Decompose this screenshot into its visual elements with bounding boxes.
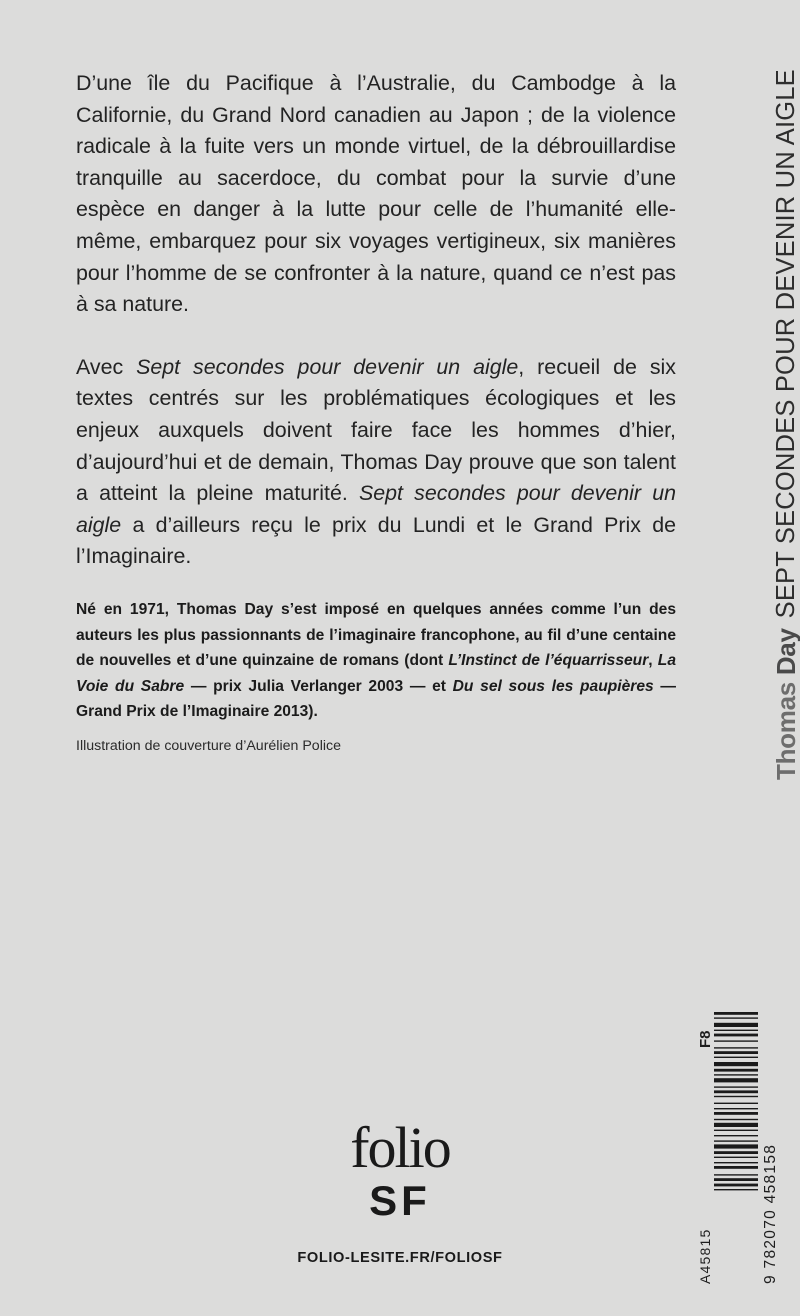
barcode-bar <box>714 1151 758 1154</box>
spine-author <box>771 628 800 780</box>
bio-text-a: Né en 1971, Thomas Day s’est imposé en quelques années comme l’un des auteurs les plus passionnants de l’imaginaire francophone, au fil d’une centaine de nouvelles et d’une quinzaine de romans (dont <box>76 601 676 670</box>
blurb-p2-title-1: Sept secondes pour devenir un aigle <box>136 354 519 379</box>
barcode-bar <box>714 1069 758 1072</box>
back-cover-blurb <box>76 68 676 573</box>
illustration-credit: Illustration de couverture d’Aurélien Police <box>76 738 341 754</box>
barcode-bar <box>714 1074 758 1075</box>
folio-sf-logo <box>0 1115 800 1226</box>
barcode-bar <box>714 1130 758 1131</box>
barcode-bar <box>714 1047 758 1048</box>
barcode-bar <box>714 1040 758 1041</box>
spine-author-last: Day <box>770 628 800 676</box>
author-bio <box>76 597 676 725</box>
barcode-bar <box>714 1023 758 1027</box>
barcode-bar <box>714 1174 758 1175</box>
barcode-bar <box>714 1135 758 1136</box>
barcode-bar <box>714 1112 758 1115</box>
bio-text-d: — Grand Prix de l’Imaginaire 2013). <box>76 677 676 721</box>
bio-text-b: , <box>648 652 658 670</box>
barcode-bar <box>714 1166 758 1169</box>
barcode-bar <box>714 1030 758 1031</box>
barcode <box>696 1008 782 1284</box>
spine-text <box>766 69 800 780</box>
barcode-internal-code: A45815 <box>697 1228 713 1284</box>
barcode-bar <box>714 1096 758 1097</box>
barcode-bar <box>714 1140 758 1141</box>
barcode-bar <box>714 1184 758 1187</box>
bio-title-3: Du sel sous les paupières <box>452 677 654 695</box>
barcode-bar <box>714 1103 758 1104</box>
barcode-bar <box>714 1178 758 1181</box>
barcode-bar <box>714 1034 758 1037</box>
bio-title-1: L’Instinct de l’équarrisseur <box>448 652 649 670</box>
barcode-bar <box>714 1157 758 1158</box>
barcode-bar <box>714 1051 758 1054</box>
barcode-number: 9 782070 458158 <box>762 1143 779 1284</box>
logo-folio-word: folio <box>350 1115 450 1180</box>
website-url: FOLIO-LESITE.FR/FOLIOSF <box>297 1250 503 1266</box>
barcode-bar <box>714 1090 758 1093</box>
barcode-bar <box>714 1086 758 1087</box>
bio-text-c: — prix Julia Verlanger 2003 — et <box>184 677 453 695</box>
barcode-bar <box>714 1123 758 1127</box>
barcode-bar <box>714 1078 758 1082</box>
barcode-price-code: F8 <box>697 1030 714 1048</box>
spine-title: SEPT SECONDES POUR DEVENIR UN AIGLE <box>771 69 800 619</box>
barcode-bar <box>714 1119 758 1120</box>
logo-sf-word: SF <box>369 1177 431 1224</box>
blurb-p2-text-c: a d’ailleurs reçu le prix du Lundi et le Grand Prix de l’Imaginaire. <box>76 512 676 569</box>
blurb-p2-text-a: Avec <box>76 354 137 379</box>
barcode-bar <box>714 1017 758 1018</box>
barcode-bar <box>714 1108 758 1109</box>
blurb-paragraph-1: D’une île du Pacifique à l’Australie, du Cambodge à la Californie, du Grand Nord canadien au Japon ; de la violence radicale à la fuite vers un monde virtuel, de la débrouillardise tranquille au sacerdoce, du combat pour la survie d’une espèce en danger à la lutte pour celle de l’humanité elle-même, embarquez pour six voyages vertigineux, six manières pour l’homme de se confronter à la nature, quand ce n’est pas à sa nature. <box>76 71 676 317</box>
barcode-bar <box>714 1012 758 1015</box>
blurb-p2-title-2: Sept secondes pour devenir un aigle <box>76 481 676 537</box>
barcode-bar <box>714 1144 758 1148</box>
barcode-bar <box>714 1189 758 1190</box>
barcode-bar <box>714 1057 758 1058</box>
blurb-paragraph-2 <box>76 352 676 573</box>
blurb-p2-text-b: , recueil de six textes centrés sur les problématiques écologiques et les enjeux auxquels doivent faire face les hommes d’hier, d’aujourd’hui et de demain, Thomas Day prouve que son talent a atteint la pleine maturité. <box>76 354 676 506</box>
spine-author-first: Thomas <box>770 682 800 780</box>
bio-title-2: La Voie du Sabre <box>76 652 676 695</box>
barcode-bar <box>714 1162 758 1163</box>
barcode-bar <box>714 1062 758 1066</box>
